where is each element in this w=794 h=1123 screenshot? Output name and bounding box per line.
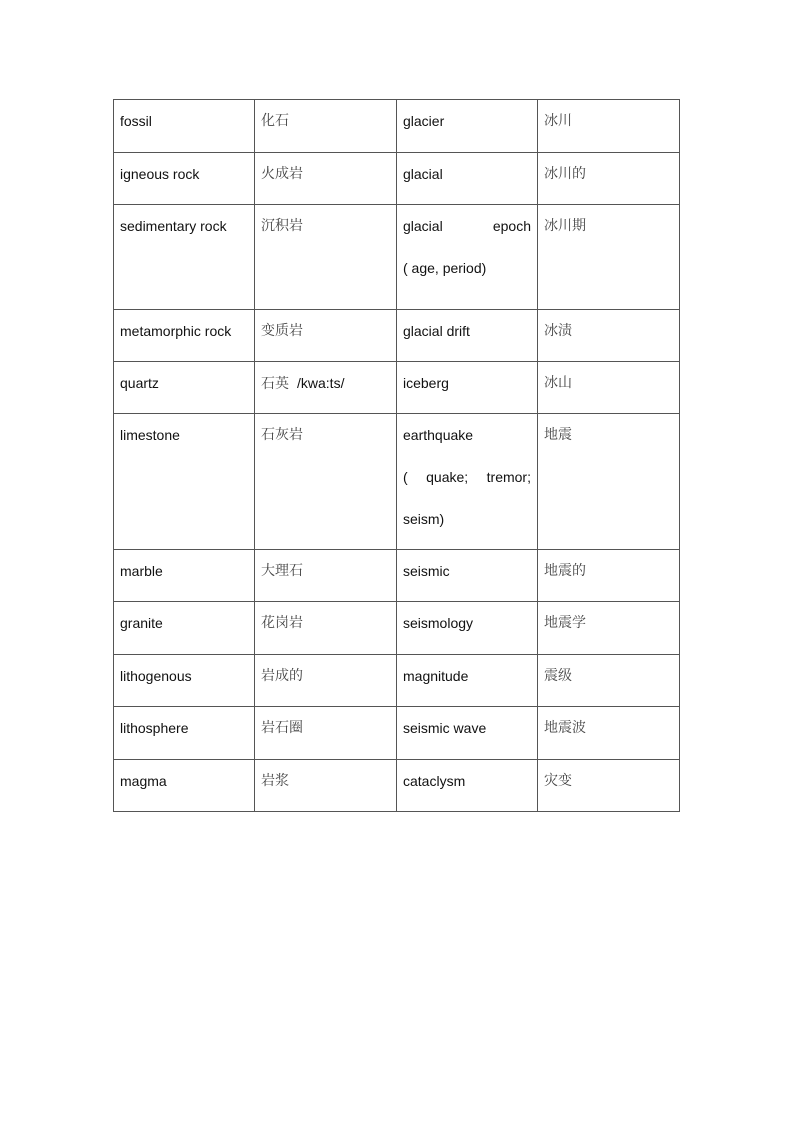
chinese-term-with-phonetic [255,362,397,414]
english-term: granite [114,602,255,655]
term-line: ( quake; tremor; [403,469,531,485]
chinese-term: 冰川 [538,100,680,153]
english-term: sedimentary rock [114,205,255,310]
english-term: glacial drift [397,310,538,362]
chinese-term: 石灰岩 [255,414,397,550]
english-term: iceberg [397,362,538,414]
english-term: magma [114,760,255,812]
english-term: quartz [114,362,255,414]
chinese-term: 花岗岩 [255,602,397,655]
table-row [114,205,680,310]
chinese-term: 冰川期 [538,205,680,310]
term-line: seism) [403,511,445,527]
chinese-term: 灾变 [538,760,680,812]
english-term-multiline [397,414,538,550]
table-row [114,153,680,205]
english-term-multiline [397,205,538,310]
term-line: glacial epoch [403,218,531,234]
english-term: magnitude [397,655,538,707]
table-row [114,760,680,812]
english-term: igneous rock [114,153,255,205]
chinese-term: 岩石圈 [255,707,397,760]
chinese-term: 冰渍 [538,310,680,362]
english-term: limestone [114,414,255,550]
table-row [114,550,680,602]
phonetic-transcription: /kwa:ts/ [297,375,345,391]
english-term: lithosphere [114,707,255,760]
chinese-term: 冰山 [538,362,680,414]
chinese-term: 地震波 [538,707,680,760]
table-row [114,100,680,153]
chinese-term: 火成岩 [255,153,397,205]
chinese-term: 岩成的 [255,655,397,707]
table-row [114,602,680,655]
chinese-term: 地震学 [538,602,680,655]
english-term: fossil [114,100,255,153]
english-term: seismic [397,550,538,602]
term-line: earthquake [403,427,474,443]
chinese-term: 地震的 [538,550,680,602]
english-term: cataclysm [397,760,538,812]
chinese-term: 大理石 [255,550,397,602]
chinese-term: 石英 [261,376,289,392]
chinese-term: 岩浆 [255,760,397,812]
english-term: glacier [397,100,538,153]
english-term: marble [114,550,255,602]
vocabulary-table [113,99,680,812]
term-line: ( age, period) [403,260,487,276]
table-row [114,310,680,362]
english-term: lithogenous [114,655,255,707]
chinese-term: 沉积岩 [255,205,397,310]
chinese-term: 化石 [255,100,397,153]
english-term: metamorphic rock [114,310,255,362]
english-term: seismic wave [397,707,538,760]
table-row [114,707,680,760]
english-term: seismology [397,602,538,655]
chinese-term: 震级 [538,655,680,707]
chinese-term: 地震 [538,414,680,550]
chinese-term: 冰川的 [538,153,680,205]
table-row [114,655,680,707]
table-row [114,362,680,414]
table-row [114,414,680,550]
english-term: glacial [397,153,538,205]
chinese-term: 变质岩 [255,310,397,362]
